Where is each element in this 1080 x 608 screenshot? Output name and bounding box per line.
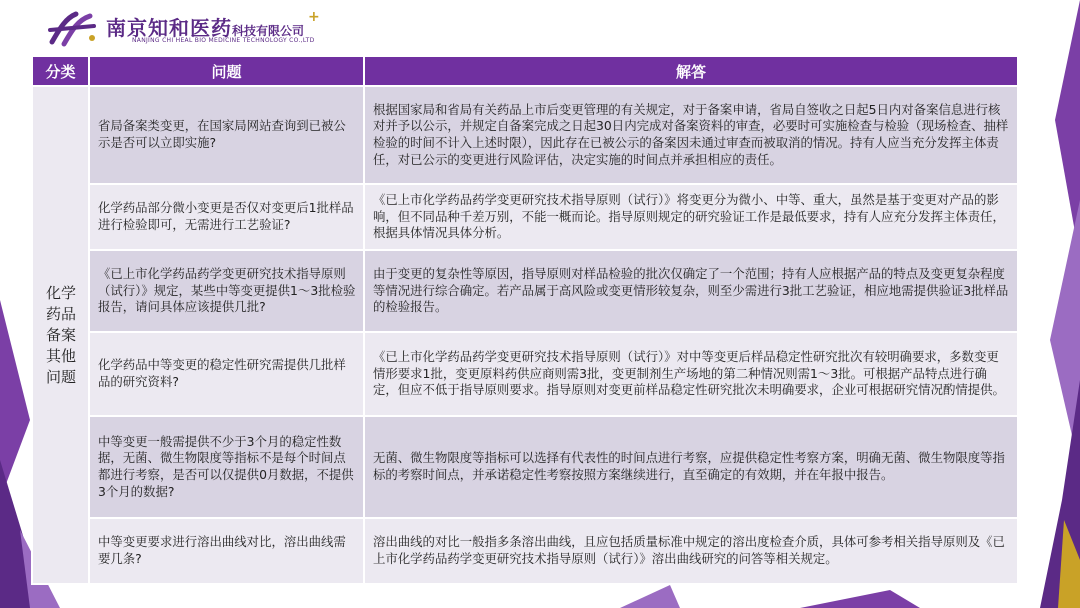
table-row [32,86,1018,184]
question-cell: 化学药品部分微小变更是否仅对变更后1批样品进行检验即可，无需进行工艺验证? [89,184,364,250]
answer-cell: 《已上市化学药品药学变更研究技术指导原则（试行）》对中等变更后样品稳定性研究批次有较明确要求，多数变更情形要求1批，变更原料药供应商则需3批，变更制剂生产场地的第二种情况则需1～3批。可根据产品特点进行确定，但应不低于指导原则要求。指导原则对变更前样品稳定性研究批次未明确要求，企业可根据研究情况酌情提供。 [364,332,1018,416]
plus-icon: + [308,9,320,25]
category-cell [32,86,89,584]
category-label: 化学药品备案其他问题 [45,283,76,386]
company-name-cn: 南京知和医药科技有限公司 [106,16,305,40]
header-answer: 解答 [364,56,1018,86]
table-row [32,332,1018,416]
company-name-en: NANJING CHI HEAL BIO MEDICINE TECHNOLOGY CO.,LTD [132,37,315,44]
company-header [40,6,440,50]
table-row [32,184,1018,250]
company-logo-icon [46,8,100,48]
question-cell: 中等变更一般需提供不少于3个月的稳定性数据，无菌、微生物限度等指标不是每个时间点都进行考察，是否可以仅提供0月数据，不提供3个月的数据? [89,416,364,518]
company-name-suffix: 科技有限公司 [232,24,305,38]
question-cell: 中等变更要求进行溶出曲线对比，溶出曲线需要几条? [89,518,364,584]
question-cell: 省局备案类变更，在国家局网站查询到已被公示是否可以立即实施? [89,86,364,184]
qa-table [31,55,1019,585]
answer-cell: 溶出曲线的对比一般指多条溶出曲线，且应包括质量标准中规定的溶出度检查介质，具体可参考相关指导原则及《已上市化学药品药学变更研究技术指导原则（试行）》溶出曲线研究的问答等相关规定。 [364,518,1018,584]
bottom-decoration [560,585,1080,608]
table-row [32,518,1018,584]
header-category: 分类 [32,56,89,86]
header-question: 问题 [89,56,364,86]
table-row [32,250,1018,332]
question-cell: 《已上市化学药品药学变更研究技术指导原则（试行）》规定，某些中等变更提供1～3批检验报告，请问具体应该提供几批? [89,250,364,332]
answer-cell: 无菌、微生物限度等指标可以选择有代表性的时间点进行考察，应提供稳定性考察方案，明确无菌、微生物限度等指标的考察时间点，并承诺稳定性考察按照方案继续进行，直至确定的有效期，并在年报中报告。 [364,416,1018,518]
answer-cell: 由于变更的复杂性等原因，指导原则对样品检验的批次仅确定了一个范围；持有人应根据产品的特点及变更复杂程度等情况进行综合确定。若产品属于高风险或变更情形较复杂，则至少需进行3批工艺验证，相应地需提供验证3批样品的检验报告。 [364,250,1018,332]
table-row [32,416,1018,518]
answer-cell: 根据国家局和省局有关药品上市后变更管理的有关规定，对于备案申请，省局自签收之日起5日内对备案信息进行核对并予以公示，并规定自备案完成之日起30日内完成对备案资料的审查，必要时可实施检查与检验（现场检查、抽样检验的时间不计入上述时限），因此存在已被公示的备案因未通过审查而被取消的情况。持有人应当充分发挥主体责任，对已公示的变更进行风险评估，决定实施的时间点并承担相应的责任。 [364,86,1018,184]
table-header-row [32,56,1018,86]
question-cell: 化学药品中等变更的稳定性研究需提供几批样品的研究资料? [89,332,364,416]
answer-cell: 《已上市化学药品药学变更研究技术指导原则（试行）》将变更分为微小、中等、重大，虽然是基于变更对产品的影响，但不同品种千差万别，不能一概而论。指导原则规定的研究验证工作是最低要求，持有人应充分发挥主体责任，根据具体情况具体分析。 [364,184,1018,250]
